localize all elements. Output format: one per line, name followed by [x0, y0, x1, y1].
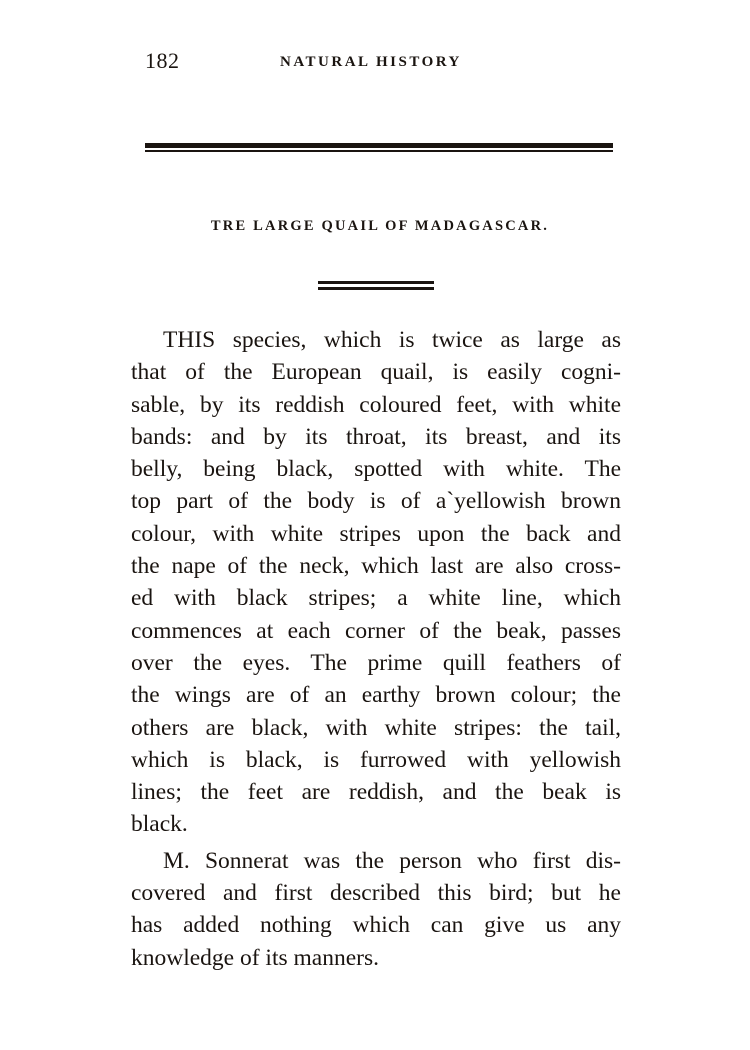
header-rule-thin-line — [145, 150, 613, 152]
text-line: covered and first described this bird; but he — [131, 880, 621, 907]
page-number: 182 — [145, 48, 180, 73]
running-title: NATURAL HISTORY — [280, 54, 462, 70]
text-line: top part of the body is of a`yellowish brown — [131, 488, 621, 515]
text-line: colour, with white stripes upon the back and — [131, 520, 621, 547]
text-line: bands: and by its throat, its breast, and its — [131, 423, 621, 450]
paragraph-1 — [131, 324, 621, 841]
divider-line-top — [318, 281, 434, 284]
body-text — [131, 324, 621, 974]
text-line: lines; the feet are reddish, and the beak is — [131, 779, 621, 806]
text-line: belly, being black, spotted with white. The — [131, 456, 621, 483]
chapter-title: TRE LARGE QUAIL OF MADAGASCAR. — [210, 218, 550, 234]
text-line: black. — [131, 811, 188, 838]
text-line: that of the European quail, is easily cogni- — [131, 359, 621, 386]
text-line: the wings are of an earthy brown colour; the — [131, 682, 621, 709]
text-line: has added nothing which can give us any — [131, 912, 621, 939]
header-rule — [145, 143, 613, 153]
text-line: M. Sonnerat was the person who first dis- — [163, 847, 621, 874]
text-line: over the eyes. The prime quill feathers of — [131, 649, 621, 676]
text-line: knowledge of its manners. — [131, 944, 380, 971]
text-line: others are black, with white stripes: the tail, — [131, 714, 621, 741]
text-line: commences at each corner of the beak, passes — [131, 617, 621, 644]
header-rule-thick-line — [145, 143, 613, 148]
paragraph-2 — [131, 845, 621, 974]
text-line: sable, by its reddish coloured feet, with white — [131, 391, 621, 418]
text-line: THIS species, which is twice as large as — [163, 327, 621, 353]
text-line: which is black, is furrowed with yellowish — [131, 746, 621, 773]
divider-line-bottom — [318, 287, 434, 290]
title-divider-rule — [318, 281, 434, 291]
running-head — [145, 48, 615, 78]
text-line: the nape of the neck, which last are also cross- — [131, 553, 621, 580]
text-line: ed with black stripes; a white line, which — [131, 585, 621, 612]
